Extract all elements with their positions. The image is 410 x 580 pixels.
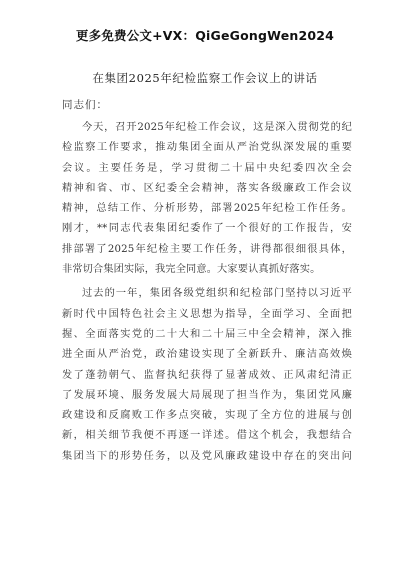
paragraph-line: 新，相关细节我便不再逐一详述。借这个机会，我想结合: [62, 430, 352, 442]
salutation: 同志们：: [62, 99, 108, 111]
document-title: 在集团2025年纪检监察工作会议上的讲话: [92, 71, 318, 85]
paragraph-line: 检监察工作要求，推动集团全面从严治党纵深发展的重要: [62, 142, 352, 154]
promo-header: 更多免费公文+VX：QiGeGongWen2024: [75, 28, 335, 43]
paragraph-line: 今天，召开2025年纪检工作会议，这是深入贯彻党的纪: [82, 122, 352, 133]
paragraph-line: 精神，总结工作、分析形势，部署2025年纪检工作任务。: [62, 203, 352, 215]
paragraph-line: 了发展环境、服务发展大局展现了担当作为，集团党风廉: [62, 389, 352, 401]
paragraph-line: 刚才，**同志代表集团纪委作了一个很好的工作报告，安: [62, 223, 352, 235]
paragraph-line: 握、全面落实党的二十大和二十届三中全会精神，深入推: [62, 328, 352, 340]
paragraph-line: 集团当下的形势任务，以及党风廉政建设中存在的突出问: [62, 450, 352, 462]
paragraph-line: 新时代中国特色社会主义思想为指导，全面学习、全面把: [62, 308, 352, 320]
paragraph-line: 过去的一年，集团各级党组织和纪检部门坚持以习近平: [82, 288, 352, 300]
paragraph-line: 发了蓬勃朝气、监督执纪获得了显著成效、正风肃纪清正: [62, 369, 352, 381]
paragraph-line: 进全面从严治党，政治建设实现了全新跃升、廉洁高效焕: [62, 349, 352, 361]
paragraph-line: 会议。主要任务是，学习贯彻二十届中央纪委四次全会: [62, 162, 352, 174]
paragraph-line: 精神和省、市、区纪委全会精神，落实各级廉政工作会议: [62, 182, 352, 194]
paragraph-1: [62, 118, 352, 280]
paragraph-line: 政建设和反腐败工作多点突破，实现了全方位的进展与创: [62, 410, 352, 422]
body-text: [62, 118, 352, 471]
paragraph-2: [62, 284, 352, 467]
paragraph-line: 排部署了2025年纪检主要工作任务，讲得都很细很具体，: [62, 243, 352, 255]
paragraph-line: 非常切合集团实际，我完全同意。大家要认真抓好落实。: [62, 264, 321, 276]
